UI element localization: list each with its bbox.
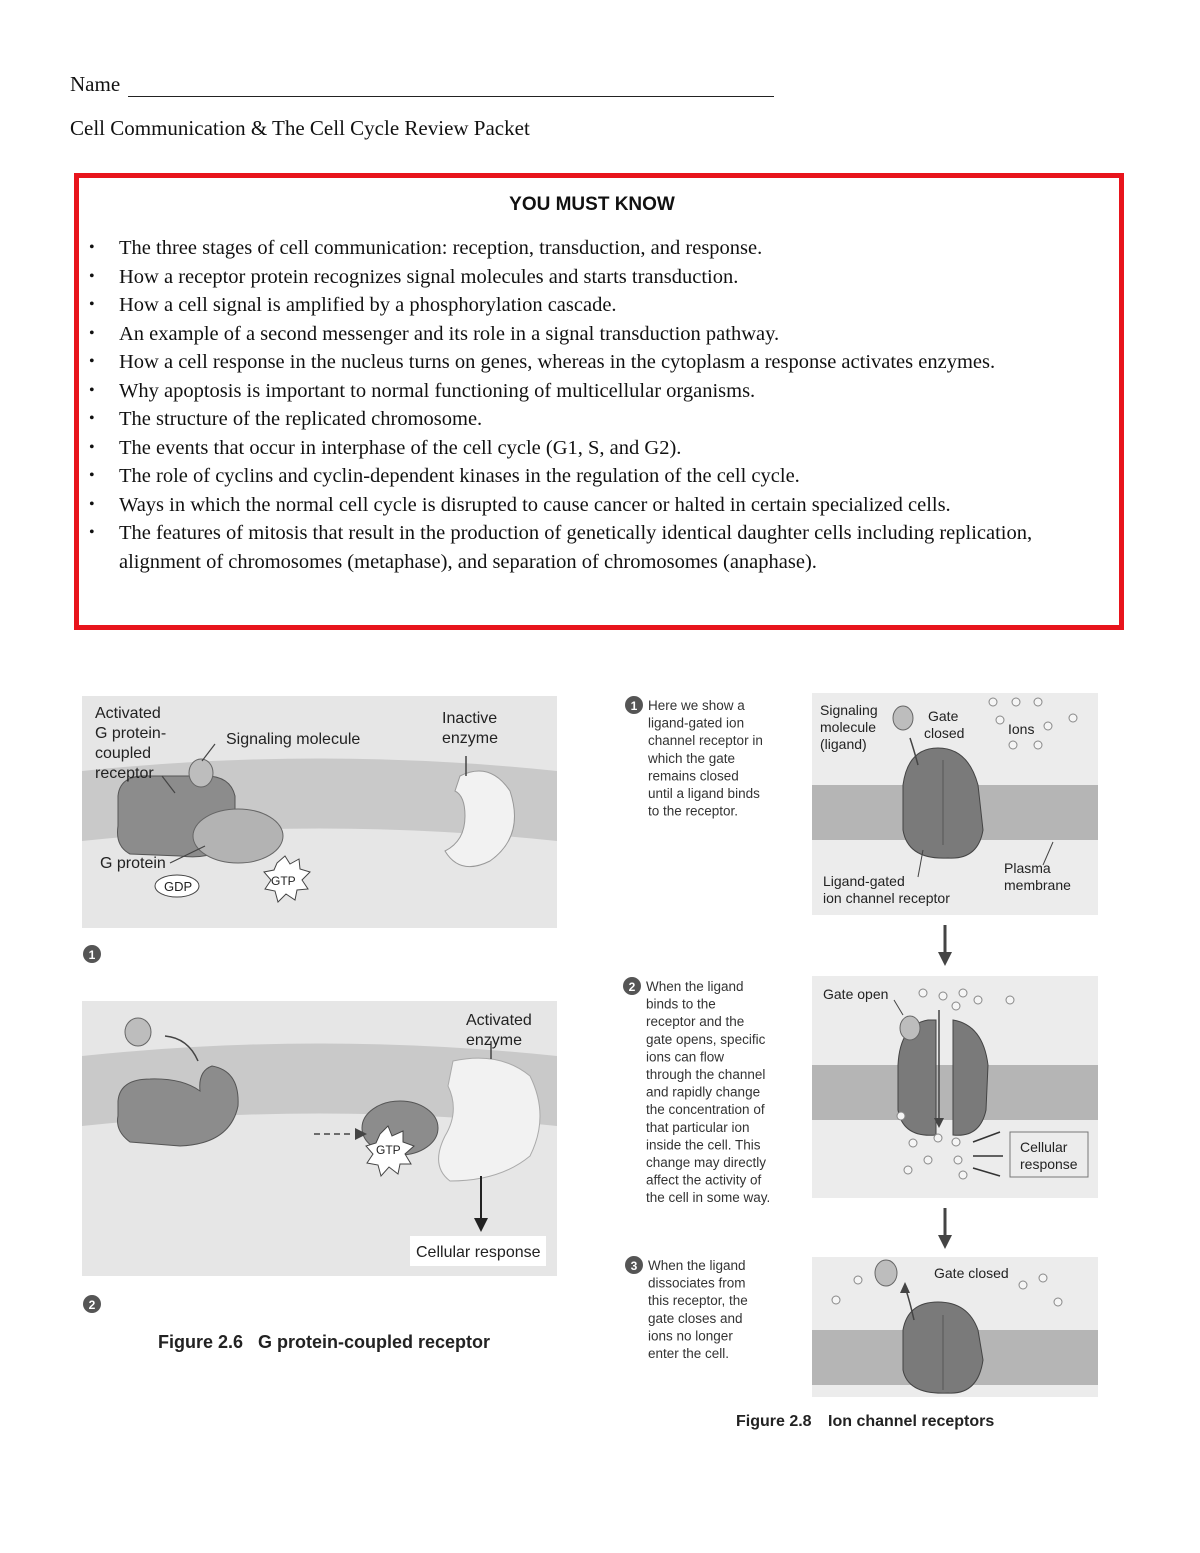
name-blank-line[interactable] bbox=[128, 74, 774, 97]
step1-text-line: Here we show a bbox=[648, 698, 745, 713]
must-know-item bbox=[79, 462, 1099, 491]
must-know-item bbox=[79, 519, 1099, 576]
bullet-dot: • bbox=[89, 410, 95, 427]
panel1-gdp-label: GDP bbox=[164, 879, 193, 894]
panel1-receptor-label-1: G protein- bbox=[95, 725, 167, 742]
step2-text-line: affect the activity of bbox=[646, 1172, 762, 1188]
must-know-item-text: The role of cyclins and cyclin-dependent kinases in the regulation of the cell cycle. bbox=[119, 465, 800, 487]
must-know-item bbox=[79, 377, 1099, 406]
must-know-item bbox=[79, 491, 1099, 520]
must-know-item-text: Why apoptosis is important to normal functioning of multicellular organisms. bbox=[119, 379, 756, 402]
panel2-response-label: Cellular response bbox=[416, 1244, 541, 1261]
panel2-enzyme-label-1: enzyme bbox=[466, 1032, 523, 1049]
step2-text-line: gate opens, specific bbox=[646, 1031, 766, 1047]
must-know-item bbox=[79, 348, 1099, 377]
step1-ions-label: Ions bbox=[1008, 721, 1035, 737]
panel2-released-molecule-shape bbox=[125, 1018, 151, 1046]
step2-text-line: binds to the bbox=[646, 996, 716, 1012]
bullet-dot: • bbox=[89, 239, 95, 256]
step2-text-line: inside the cell. This bbox=[646, 1137, 761, 1153]
must-know-item-text: The events that occur in interphase of the cell cycle (G1, S, and G2). bbox=[119, 436, 682, 459]
panel1-signaling-molecule-shape bbox=[189, 759, 213, 787]
step1-membrane-label-1: membrane bbox=[1004, 877, 1071, 893]
figure-2-6 bbox=[70, 676, 570, 1366]
step2-text bbox=[646, 979, 770, 1205]
step3-text-line: When the ligand bbox=[648, 1258, 746, 1273]
step1-signaling-label-2: (ligand) bbox=[820, 736, 867, 752]
bullet-dot: • bbox=[89, 381, 95, 399]
must-know-item-text: Ways in which the normal cell cycle is disrupted to cause cancer or halted in certain specialized cells. bbox=[119, 493, 951, 516]
step2-response-label-1: response bbox=[1020, 1156, 1078, 1172]
document-title: Cell Communication & The Cell Cycle Review Packet bbox=[70, 116, 530, 140]
must-know-item-text: How a cell response in the nucleus turns on genes, whereas in the cytoplasm a response activates enzymes. bbox=[119, 351, 996, 373]
panel1-receptor-label-2: coupled bbox=[95, 745, 152, 762]
step1-text-line: channel receptor in bbox=[648, 733, 763, 749]
step3-number: 3 bbox=[630, 1259, 638, 1273]
must-know-item-text: How a cell signal is amplified by a phosphorylation cascade. bbox=[119, 294, 617, 316]
step2-gate-label: Gate open bbox=[823, 986, 889, 1002]
bullet-dot: • bbox=[89, 438, 95, 456]
bullet-dot: • bbox=[89, 324, 95, 342]
must-know-item bbox=[79, 320, 1099, 349]
step1-signaling-label-1: molecule bbox=[820, 719, 877, 735]
panel1-receptor-label-3: receptor bbox=[95, 765, 154, 782]
step2-response-label-0: Cellular bbox=[1020, 1139, 1068, 1155]
panel1-receptor-label-0: Activated bbox=[95, 705, 161, 722]
name-field-row bbox=[70, 72, 774, 97]
step2-text-line: and rapidly change bbox=[646, 1084, 761, 1100]
step1-number: 1 bbox=[630, 699, 638, 713]
figure-2-8 bbox=[618, 690, 1138, 1435]
bullet-dot: • bbox=[89, 467, 95, 484]
step3-gate-label: Gate closed bbox=[934, 1265, 1009, 1281]
must-know-item bbox=[79, 434, 1099, 463]
step1-membrane-label-0: Plasma bbox=[1004, 860, 1051, 876]
step2-text-line: the concentration of bbox=[646, 1102, 765, 1118]
step1-receptor-label-1: ion channel receptor bbox=[823, 890, 950, 906]
must-know-list bbox=[79, 234, 1119, 576]
step1-gate-label-1: closed bbox=[924, 725, 965, 741]
must-know-item-text: The features of mitosis that result in the production of genetically identical daughter cells including replication, alignment of chromosomes (metaphase), and separation of chromosomes (anaphase). bbox=[119, 522, 1033, 573]
must-know-item bbox=[79, 405, 1099, 434]
figure-2-8-caption-number: Figure 2.8 bbox=[736, 1413, 812, 1430]
must-know-item bbox=[79, 263, 1099, 292]
step3-text-line: dissociates from bbox=[648, 1275, 746, 1291]
step3-text-line: enter the cell. bbox=[648, 1346, 730, 1361]
step3-text-line: this receptor, the bbox=[648, 1293, 748, 1309]
step1-text-line: remains closed bbox=[648, 768, 739, 784]
step2-text-line: receptor and the bbox=[646, 1014, 745, 1030]
step1-text-line: which the gate bbox=[648, 750, 736, 766]
bullet-dot: • bbox=[89, 296, 95, 313]
panel1-enzyme-label-0: Inactive bbox=[442, 710, 498, 727]
step1-text-line: until a ligand binds bbox=[648, 786, 760, 801]
must-know-item-text: An example of a second messenger and its role in a signal transduction pathway. bbox=[119, 322, 780, 345]
panel1-enzyme-label-1: enzyme bbox=[442, 730, 499, 747]
figure-2-8-caption-text: Ion channel receptors bbox=[828, 1413, 995, 1430]
panel1-g-protein-shape bbox=[193, 809, 283, 863]
panel1-gtp-label: GTP bbox=[271, 874, 296, 888]
must-know-item-text: The structure of the replicated chromosome. bbox=[119, 408, 483, 430]
step2-text-line: ions can flow bbox=[646, 1049, 725, 1065]
step3-text bbox=[648, 1258, 748, 1361]
bullet-dot: • bbox=[89, 524, 95, 541]
step2-text-line: that particular ion bbox=[646, 1119, 750, 1135]
step2-text-line: When the ligand bbox=[646, 979, 744, 994]
must-know-item-text: The three stages of cell communication: reception, transduction, and response. bbox=[119, 237, 763, 259]
step2-text-line: change may directly bbox=[646, 1155, 767, 1170]
step3-text-line: ions no longer bbox=[648, 1328, 733, 1344]
panel1-step-number: 1 bbox=[88, 948, 96, 962]
step1-text-line: to the receptor. bbox=[648, 803, 739, 819]
figure-2-6-caption-text: G protein-coupled receptor bbox=[258, 1332, 491, 1352]
must-know-item bbox=[79, 234, 1099, 263]
step1-signaling-label-0: Signaling bbox=[820, 702, 878, 718]
step2-text-line: through the channel bbox=[646, 1067, 766, 1082]
panel1-g-protein-label: G protein bbox=[100, 855, 166, 872]
must-know-box bbox=[74, 173, 1124, 630]
bullet-dot: • bbox=[89, 353, 95, 370]
bullet-dot: • bbox=[89, 267, 95, 285]
step3-text-line: gate closes and bbox=[648, 1310, 743, 1326]
panel2-gtp-label: GTP bbox=[376, 1143, 401, 1157]
figure-2-6-caption-number: Figure 2.6 bbox=[158, 1332, 244, 1352]
step2-number: 2 bbox=[628, 980, 636, 994]
must-know-item-text: How a receptor protein recognizes signal molecules and starts transduction. bbox=[119, 265, 739, 288]
panel1-signaling-label: Signaling molecule bbox=[226, 731, 361, 748]
name-label: Name bbox=[70, 72, 121, 96]
must-know-heading: YOU MUST KNOW bbox=[509, 194, 675, 215]
bullet-dot: • bbox=[89, 495, 95, 513]
must-know-item bbox=[79, 291, 1099, 320]
step2-text-line: the cell in some way. bbox=[646, 1190, 771, 1206]
step1-gate-label-0: Gate bbox=[928, 708, 959, 724]
step1-receptor-label-0: Ligand-gated bbox=[823, 873, 905, 889]
step1-text-line: ligand-gated ion bbox=[648, 715, 745, 731]
panel2-enzyme-label-0: Activated bbox=[466, 1012, 532, 1029]
panel2-step-number: 2 bbox=[88, 1298, 96, 1312]
step1-text bbox=[647, 698, 763, 819]
